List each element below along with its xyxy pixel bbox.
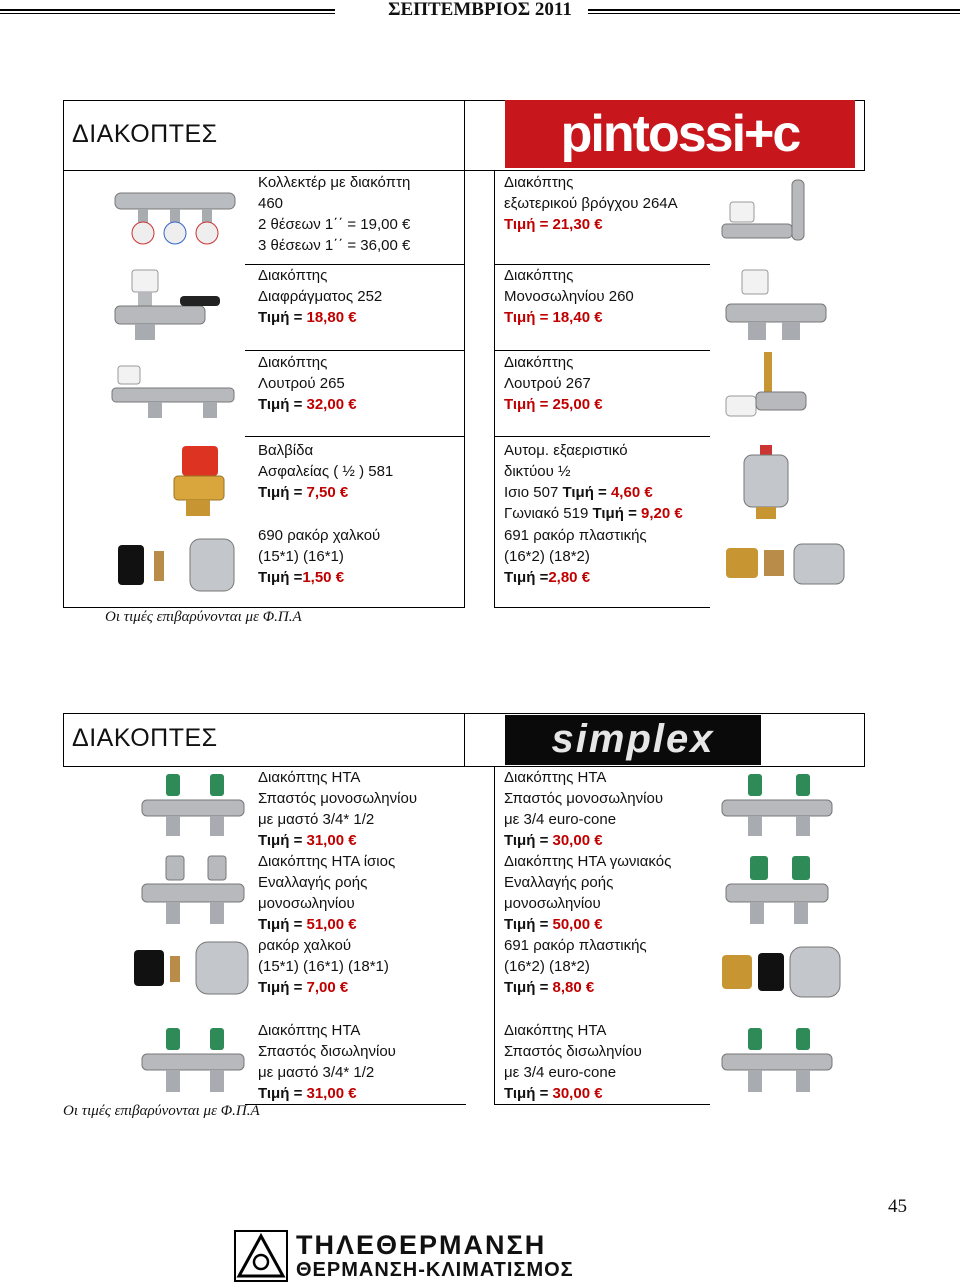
s1-item-collector: Κολλεκτέρ με διακόπτη 460 2 θέσεων 1΄΄ = 19,00 € 3 θέσεων 1΄΄ = 36,00 € bbox=[258, 174, 411, 254]
s1-item-external-loop-valve: Διακόπτης εξωτερικού βρόγχου 264Α Τιμή = 21,30 € bbox=[504, 174, 678, 233]
hta-angle-valve-image bbox=[722, 852, 832, 932]
s1-left-rule-3 bbox=[245, 436, 465, 437]
s1-right-rule-2 bbox=[494, 350, 710, 351]
section2-vat-note: Οι τιμές επιβαρύνονται με Φ.Π.Α bbox=[63, 1103, 260, 1119]
bath-valve-267-image bbox=[722, 350, 812, 428]
s1-item-bath-valve-267: Διακόπτης Λουτρού 267 Τιμή = 25,00 € bbox=[504, 354, 603, 413]
brand-name-line2: ΘΕΡΜΑΝΣΗ-ΚΛΙΜΑΤΙΣΜΟΣ bbox=[296, 1259, 574, 1281]
header-rule-right-thin bbox=[588, 13, 960, 14]
s2-item-hta-twopipe: Διακόπτης ΗΤΑ Σπαστός δισωληνίου με μαστό 3/4* 1/2 Τιμή = 31,00 € bbox=[258, 1022, 396, 1102]
s2-copper-fitting-image bbox=[130, 940, 252, 996]
page-number: 45 bbox=[888, 1196, 907, 1217]
plastic-fitting-image bbox=[722, 540, 848, 588]
page-header-title: ΣΕΠΤΕΜΒΡΙΟΣ 2011 bbox=[388, 0, 572, 20]
header-rule-left bbox=[0, 9, 335, 11]
s2-right-rule-bottom bbox=[494, 1104, 710, 1105]
section1-title: ΔΙΑΚΟΠΤΕΣ bbox=[72, 120, 218, 148]
section2-title: ΔΙΑΚΟΠΤΕΣ bbox=[72, 724, 218, 752]
brand-logo-icon bbox=[234, 1230, 288, 1282]
s2-item-hta-straight-flow: Διακόπτης ΗΤΑ ίσιος Εναλλαγής ροής μονοσωληνίου Τιμή = 51,00 € bbox=[258, 853, 396, 933]
s1-left-rule-bottom bbox=[63, 607, 465, 608]
hta-straight-valve-image bbox=[138, 852, 248, 932]
s1-item-plastic-fitting: 691 ρακόρ πλαστικής (16*2) (18*2) Τιμή =2,80 € bbox=[504, 527, 647, 586]
section1-left-border bbox=[63, 171, 64, 607]
diaphragm-valve-image bbox=[110, 268, 225, 346]
collector-valve-image bbox=[110, 175, 240, 255]
s1-right-rule-3 bbox=[494, 436, 710, 437]
air-vent-image bbox=[736, 443, 798, 523]
section1-vat-note: Οι τιμές επιβαρύνονται με Φ.Π.Α bbox=[105, 609, 302, 625]
copper-fitting-image bbox=[112, 533, 242, 595]
section1-inner-border bbox=[464, 171, 465, 607]
s2-item-plastic-fitting: 691 ρακόρ πλαστικής (16*2) (18*2) Τιμή = 8,80 € bbox=[504, 937, 647, 996]
section2-center-border bbox=[494, 767, 495, 1104]
section1-center-border bbox=[494, 171, 495, 607]
s2-item-hta-twopipe-eurocone: Διακόπτης ΗΤΑ Σπαστός δισωληνίου με 3/4 euro-cone Τιμή = 30,00 € bbox=[504, 1022, 642, 1102]
hta-eurocone-valve-image bbox=[718, 770, 836, 842]
simplex-logo: simplex bbox=[505, 715, 761, 765]
s1-left-rule-2 bbox=[245, 350, 465, 351]
s2-left-rule-bottom bbox=[245, 1104, 466, 1105]
s1-item-monopipe-valve: Διακόπτης Μονοσωληνίου 260 Τιμή = 18,40 € bbox=[504, 267, 634, 326]
hta-twopipe-eurocone-image bbox=[718, 1024, 836, 1098]
s2-plastic-fitting-image bbox=[718, 945, 844, 999]
s2-item-hta-monopipe: Διακόπτης ΗΤΑ Σπαστός μονοσωληνίου με μαστό 3/4* 1/2 Τιμή = 31,00 € bbox=[258, 769, 418, 849]
header-rule-right bbox=[588, 9, 960, 11]
s2-item-copper-fitting: ρακόρ χαλκού (15*1) (16*1) (18*1) Τιμή = 7,00 € bbox=[258, 937, 389, 996]
hta-monopipe-valve-image bbox=[138, 770, 248, 842]
pintossi-logo: pintossi+c bbox=[505, 100, 855, 168]
s2-item-hta-monopipe-eurocone: Διακόπτης ΗΤΑ Σπαστός μονοσωληνίου με 3/4 euro-cone Τιμή = 30,00 € bbox=[504, 769, 664, 849]
brand-name-line1: ΤΗΛΕΘΕΡΜΑΝΣΗ bbox=[296, 1230, 547, 1260]
s1-item-safety-valve: Βαλβίδα Ασφαλείας ( ½ ) 581 Τιμή = 7,50 € bbox=[258, 442, 394, 501]
s1-item-bath-valve-265: Διακόπτης Λουτρού 265 Τιμή = 32,00 € bbox=[258, 354, 357, 413]
external-loop-valve-image bbox=[718, 172, 818, 257]
s1-item-copper-fitting: 690 ρακόρ χαλκού (15*1) (16*1) Τιμή =1,50 € bbox=[258, 527, 381, 586]
bath-valve-265-image bbox=[108, 362, 238, 424]
safety-valve-image bbox=[160, 442, 240, 520]
header-rule-left-thin bbox=[0, 13, 335, 14]
s1-item-air-vent: Αυτομ. εξαεριστικό δικτύου ½ Ισιο 507 Τιμή = 4,60 € Γωνιακό 519 Τιμή = 9,20 € bbox=[504, 442, 683, 522]
s2-item-hta-angle-flow: Διακόπτης ΗΤΑ γωνιακός Εναλλαγής ροής μονοσωληνίου Τιμή = 50,00 € bbox=[504, 853, 672, 933]
monopipe-valve-image bbox=[720, 268, 830, 346]
s1-right-rule-bottom bbox=[494, 607, 710, 608]
s1-item-diaphragm-valve: Διακόπτης Διαφράγματος 252 Τιμή = 18,80 € bbox=[258, 267, 383, 326]
hta-twopipe-valve-image bbox=[138, 1024, 248, 1098]
